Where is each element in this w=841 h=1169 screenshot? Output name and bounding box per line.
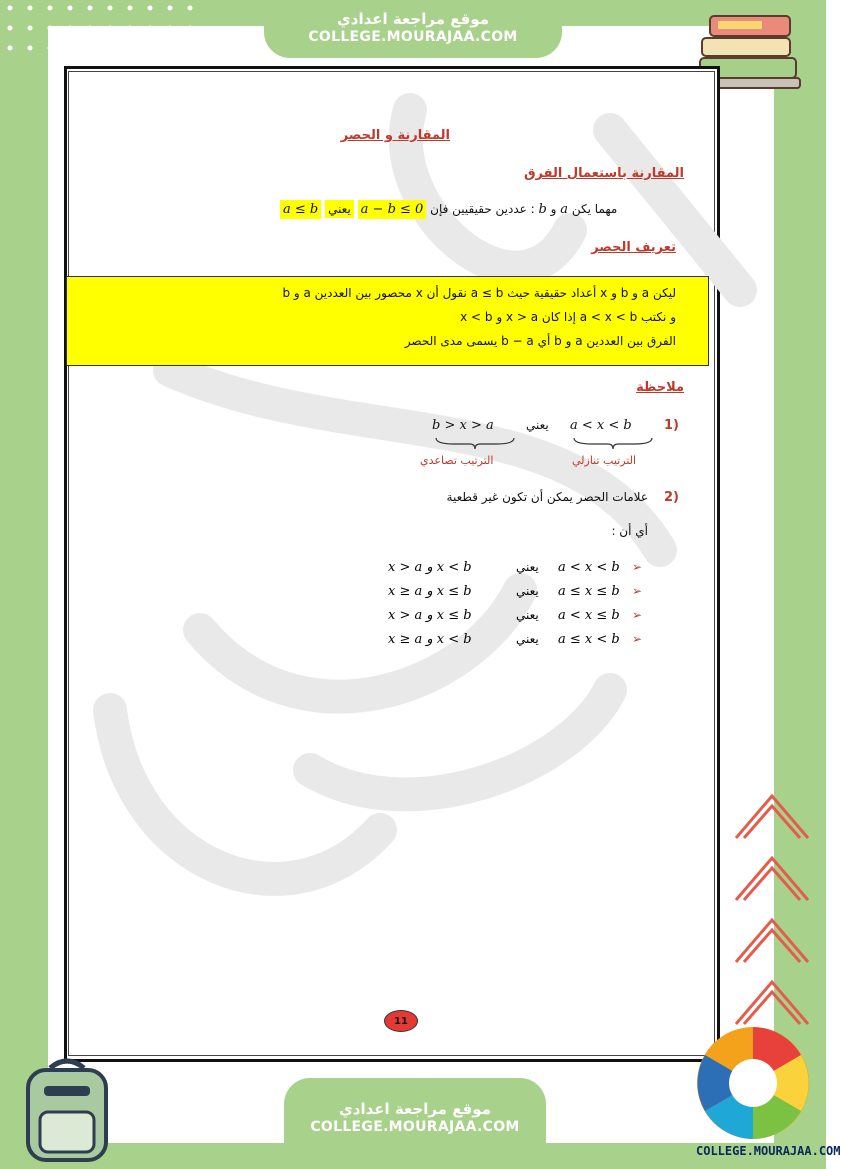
brace-descending bbox=[572, 436, 654, 450]
formula-a-le-b: a ≤ b bbox=[280, 200, 321, 219]
item1-means: يعني bbox=[526, 418, 549, 432]
item2-intro: أي أن : bbox=[611, 524, 648, 538]
site-domain[interactable]: COLLEGE.MOURAJAA.COM bbox=[308, 29, 518, 45]
footer-site-name-ar: موقع مراجعة اعدادي bbox=[339, 1100, 491, 1118]
definition-line-2: و نكتب a < x < b إذا كان x > a و x < b bbox=[460, 310, 676, 324]
item1-number: 1) bbox=[664, 418, 679, 433]
section2-heading: تعريف الحصر bbox=[591, 240, 676, 255]
and-word: و bbox=[550, 202, 557, 216]
backpack-icon bbox=[14, 1056, 120, 1166]
bullet-arrow-icon: ➢ bbox=[632, 608, 643, 622]
item2-number: 2) bbox=[664, 490, 679, 505]
page-number: 11 bbox=[384, 1010, 418, 1032]
label-ascending: الترتيب تصاعدي bbox=[420, 454, 494, 467]
chevron-up-icon bbox=[730, 790, 814, 1030]
item2-text: علامات الحصر يمكن أن تكون غير قطعية bbox=[446, 490, 648, 504]
logo-text: COLLEGE.MOURAJAA.COM bbox=[696, 1144, 841, 1158]
var-a: a bbox=[560, 202, 569, 217]
label-descending: الترتيب تنازلي bbox=[572, 454, 637, 467]
site-logo-icon bbox=[694, 1024, 812, 1142]
top-banner bbox=[264, 0, 562, 58]
item1-right-formula: b > x > a bbox=[432, 418, 494, 433]
decorative-dots bbox=[0, 0, 210, 60]
section1-heading: المقارنة باستعمال الفرق bbox=[523, 166, 684, 181]
means-word: يعني bbox=[325, 200, 354, 218]
section3-heading: ملاحظة bbox=[636, 380, 684, 395]
item1-left-formula: a < x < b bbox=[570, 418, 632, 433]
frame-left bbox=[0, 0, 48, 1169]
bullet-arrow-icon: ➢ bbox=[632, 560, 643, 574]
footer-site-domain[interactable]: COLLEGE.MOURAJAA.COM bbox=[310, 1119, 520, 1135]
statement-prefix: مهما يكن bbox=[571, 202, 618, 216]
definition-line-3: الفرق بين العددين a و b أي b − a يسمى مدى الحصر bbox=[404, 334, 676, 348]
definition-line-1: ليكن a و b و x أعداد حقيقية حيث a ≤ b نقول أن x محصور بين العددين a و b bbox=[282, 286, 676, 300]
var-b: b bbox=[538, 202, 547, 217]
statement-text: عددين حقيقيين فإن : bbox=[430, 202, 535, 216]
page-title: المقارنة و الحصر bbox=[340, 128, 450, 143]
site-name-ar: موقع مراجعة اعدادي bbox=[337, 10, 489, 28]
brace-ascending bbox=[434, 436, 516, 450]
bottom-banner bbox=[284, 1078, 546, 1169]
section1-statement bbox=[280, 202, 617, 217]
bullet-arrow-icon: ➢ bbox=[632, 584, 643, 598]
formula-diff: a − b ≤ 0 bbox=[358, 200, 427, 219]
bullet-arrow-icon: ➢ bbox=[632, 632, 643, 646]
